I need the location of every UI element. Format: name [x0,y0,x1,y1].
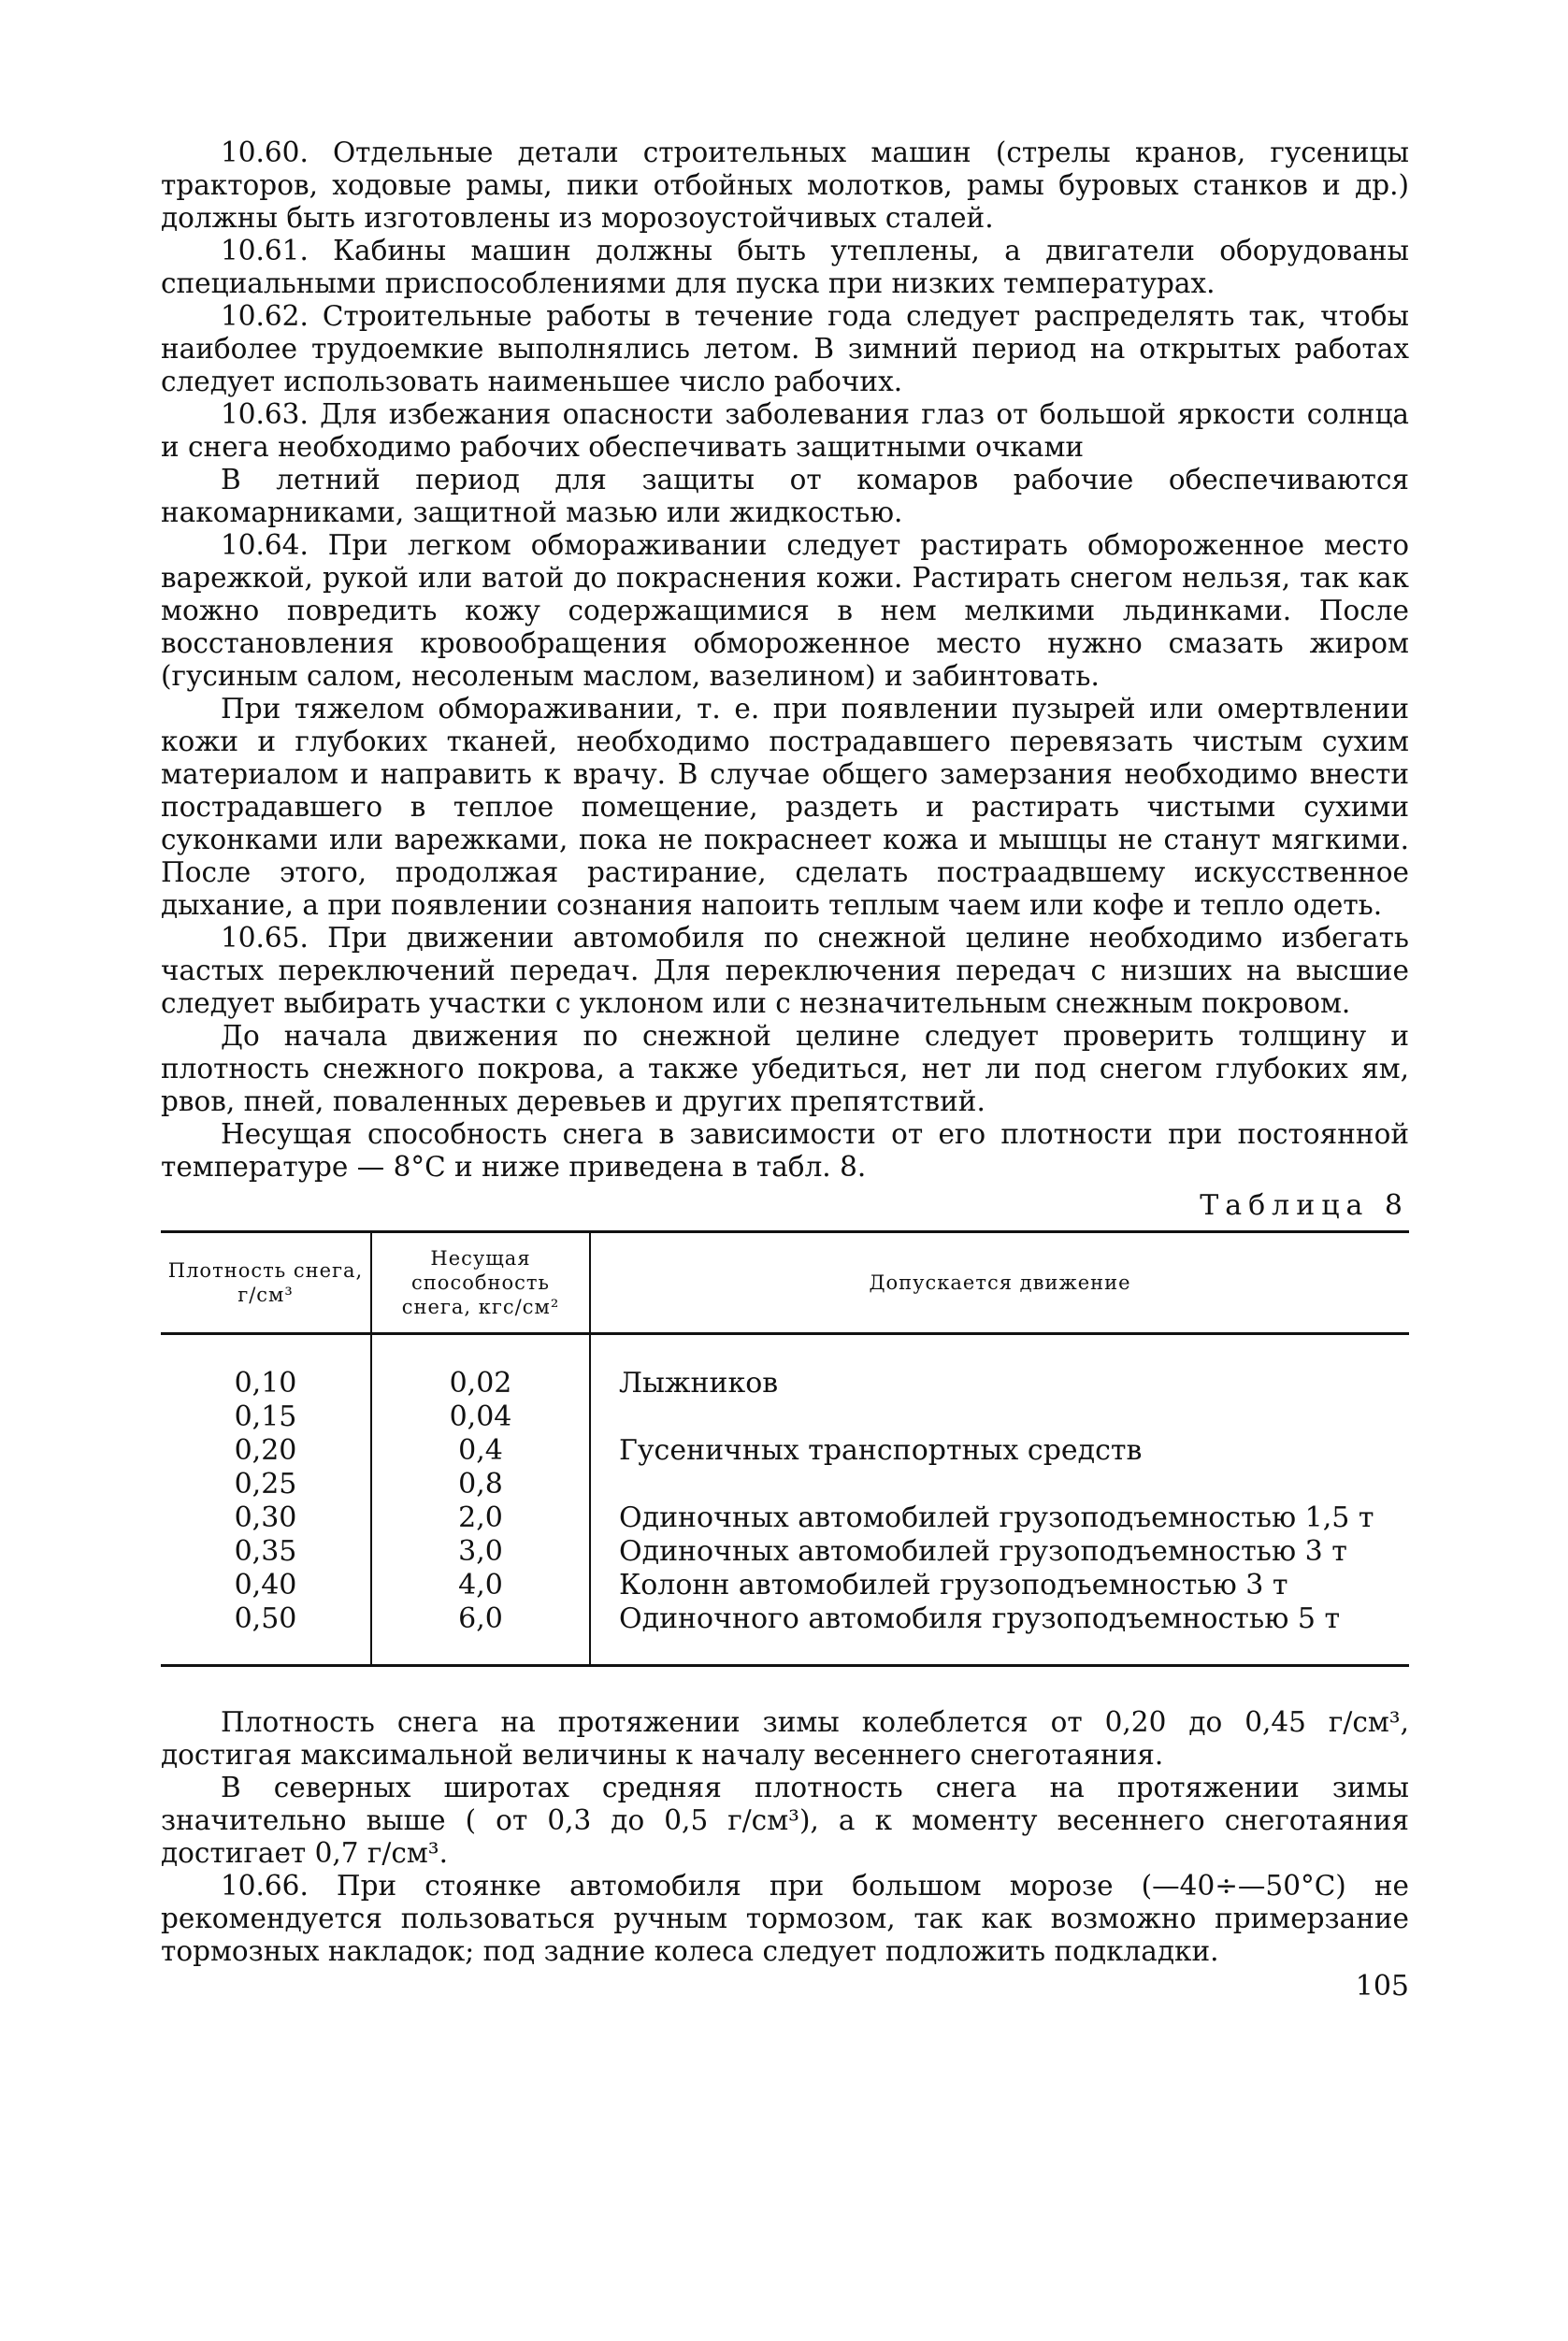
table-caption: Таблица 8 [1200,1189,1409,1222]
table-row [161,1400,1409,1434]
page-number: 105 [1355,1970,1409,2003]
cell-capacity: 4,0 [371,1569,590,1602]
paragraph-10-65: 10.65. При движении автомобиля по снежной целине необходимо избегать частых переключений передач. Для переключения передач с низших на высшие следует выбирать участки с уклоном или с незначительным снежным покровом. [161,922,1409,1019]
table-row [161,1569,1409,1602]
paragraph-northern-latitudes: В северных широтах средняя плотность снега на протяжении зимы значительно выше ( от 0,3 до 0,5 г/см³), а к моменту весеннего снеготаяния достигает 0,7 г/см³. [161,1772,1409,1869]
table-row [161,1468,1409,1501]
paragraph-10-63: 10.63. Для избежания опасности заболевания глаз от большой яркости солнца и снега необходимо рабочих обеспечивать защитными очками [161,398,1409,463]
table-row [161,1602,1409,1666]
paragraph-severe-frostbite: При тяжелом обмораживании, т. е. при появлении пузырей или омертвлении кожи и глубоких тканей, необходимо пострадавшего перевязать чистым сухим материалом и направить к врачу. В случае общего замерзания необходимо внести пострадавшего в теплое помещение, раздеть и растирать чистыми сухими суконками или варежками, пока не покраснеет кожа и мышцы не станут мягкими. После этого, продолжая растирание, сделать постраадвшему искусственное дыхание, а при появлении сознания напоить теплым чаем или кофе и тепло одеть. [161,693,1409,921]
table-row [161,1434,1409,1468]
cell-traffic: Одиночного автомобиля грузоподъемностью 5 т [590,1602,1409,1666]
cell-capacity: 3,0 [371,1535,590,1569]
cell-traffic: Одиночных автомобилей грузоподъемностью 3 т [590,1535,1409,1569]
cell-traffic: Гусеничных транспортных средств [590,1434,1409,1468]
cell-density: 0,15 [234,1400,297,1433]
text-block-bottom [161,1706,1409,1968]
cell-capacity: 0,02 [371,1334,590,1401]
paragraph-summer-mosquito: В летний период для защиты от комаров рабочие обеспечиваются накомарниками, защитной мазью или жидкостью. [161,464,1409,528]
cell-traffic [590,1468,1409,1501]
header-allowed-traffic: Допускается движение [590,1232,1409,1334]
paragraph-bearing-capacity: Несущая способность снега в зависимости от его плотности при постоянной температуре — 8°С и ниже приведена в табл. 8. [161,1118,1409,1183]
cell-density: 0,25 [234,1468,297,1501]
paragraph-10-61: 10.61. Кабины машин должны быть утеплены, а двигатели оборудованы специальными приспособлениями для пуска при низких температурах. [161,235,1409,299]
cell-density: 0,35 [234,1535,297,1568]
table-header-row [161,1232,1409,1334]
cell-density: 0,30 [234,1501,297,1534]
paragraph-10-62: 10.62. Строительные работы в течение года следует распределять так, чтобы наиболее трудоемкие выполнялись летом. В зимний период на открытых работах следует использовать наименьшее число рабочих. [161,300,1409,397]
cell-density: 0,20 [234,1434,297,1467]
paragraph-10-64: 10.64. При легком обмораживании следует растирать обмороженное место варежкой, рукой или ватой до покраснения кожи. Растирать снегом нельзя, так как можно повредить кожу содержащимися в нем мелкими льдинками. После восстановления кровообращения обмороженное место нужно смазать жиром (гусиным салом, несоленым маслом, вазелином) и забинтовать. [161,529,1409,692]
snow-bearing-table [161,1230,1409,1667]
text-block-top [161,136,1409,1184]
cell-capacity: 2,0 [371,1501,590,1535]
paragraph-10-66: 10.66. При стоянке автомобиля при большом морозе (—40÷—50°С) не рекомендуется пользоваться ручным тормозом, так как возможно примерзание тормозных накладок; под задние колеса следует подложить подкладки. [161,1870,1409,1967]
cell-density: 0,10 [234,1367,297,1400]
paragraph-10-60: 10.60. Отдельные детали строительных машин (стрелы кранов, гусеницы тракторов, ходовые рамы, пики отбойных молотков, рамы буровых станков и др.) должны быть изготовлены из морозоустойчивых сталей. [161,136,1409,234]
cell-traffic: Лыжников [590,1334,1409,1401]
cell-capacity: 0,04 [371,1400,590,1434]
paragraph-before-driving: До начала движения по снежной целине следует проверить толщину и плотность снежного покрова, а также убедиться, нет ли под снегом глубоких ям, рвов, пней, поваленных деревьев и других препятствий. [161,1020,1409,1117]
cell-traffic [590,1400,1409,1434]
header-density: Плотность снега, г/см³ [161,1232,371,1334]
cell-capacity: 0,4 [371,1434,590,1468]
table-row [161,1501,1409,1535]
document-page [161,136,1409,2003]
header-bearing-capacity: Несущая способность снега, кгс/см² [371,1232,590,1334]
table-row [161,1334,1409,1401]
cell-capacity: 6,0 [371,1602,590,1666]
cell-density: 0,50 [234,1602,297,1635]
cell-density: 0,40 [234,1569,297,1601]
cell-traffic: Одиночных автомобилей грузоподъемностью 1,5 т [590,1501,1409,1535]
cell-traffic: Колонн автомобилей грузоподъемностью 3 т [590,1569,1409,1602]
paragraph-winter-density: Плотность снега на протяжении зимы колеблется от 0,20 до 0,45 г/см³, достигая максимальной величины к началу весеннего снеготаяния. [161,1706,1409,1771]
table-row [161,1535,1409,1569]
cell-capacity: 0,8 [371,1468,590,1501]
